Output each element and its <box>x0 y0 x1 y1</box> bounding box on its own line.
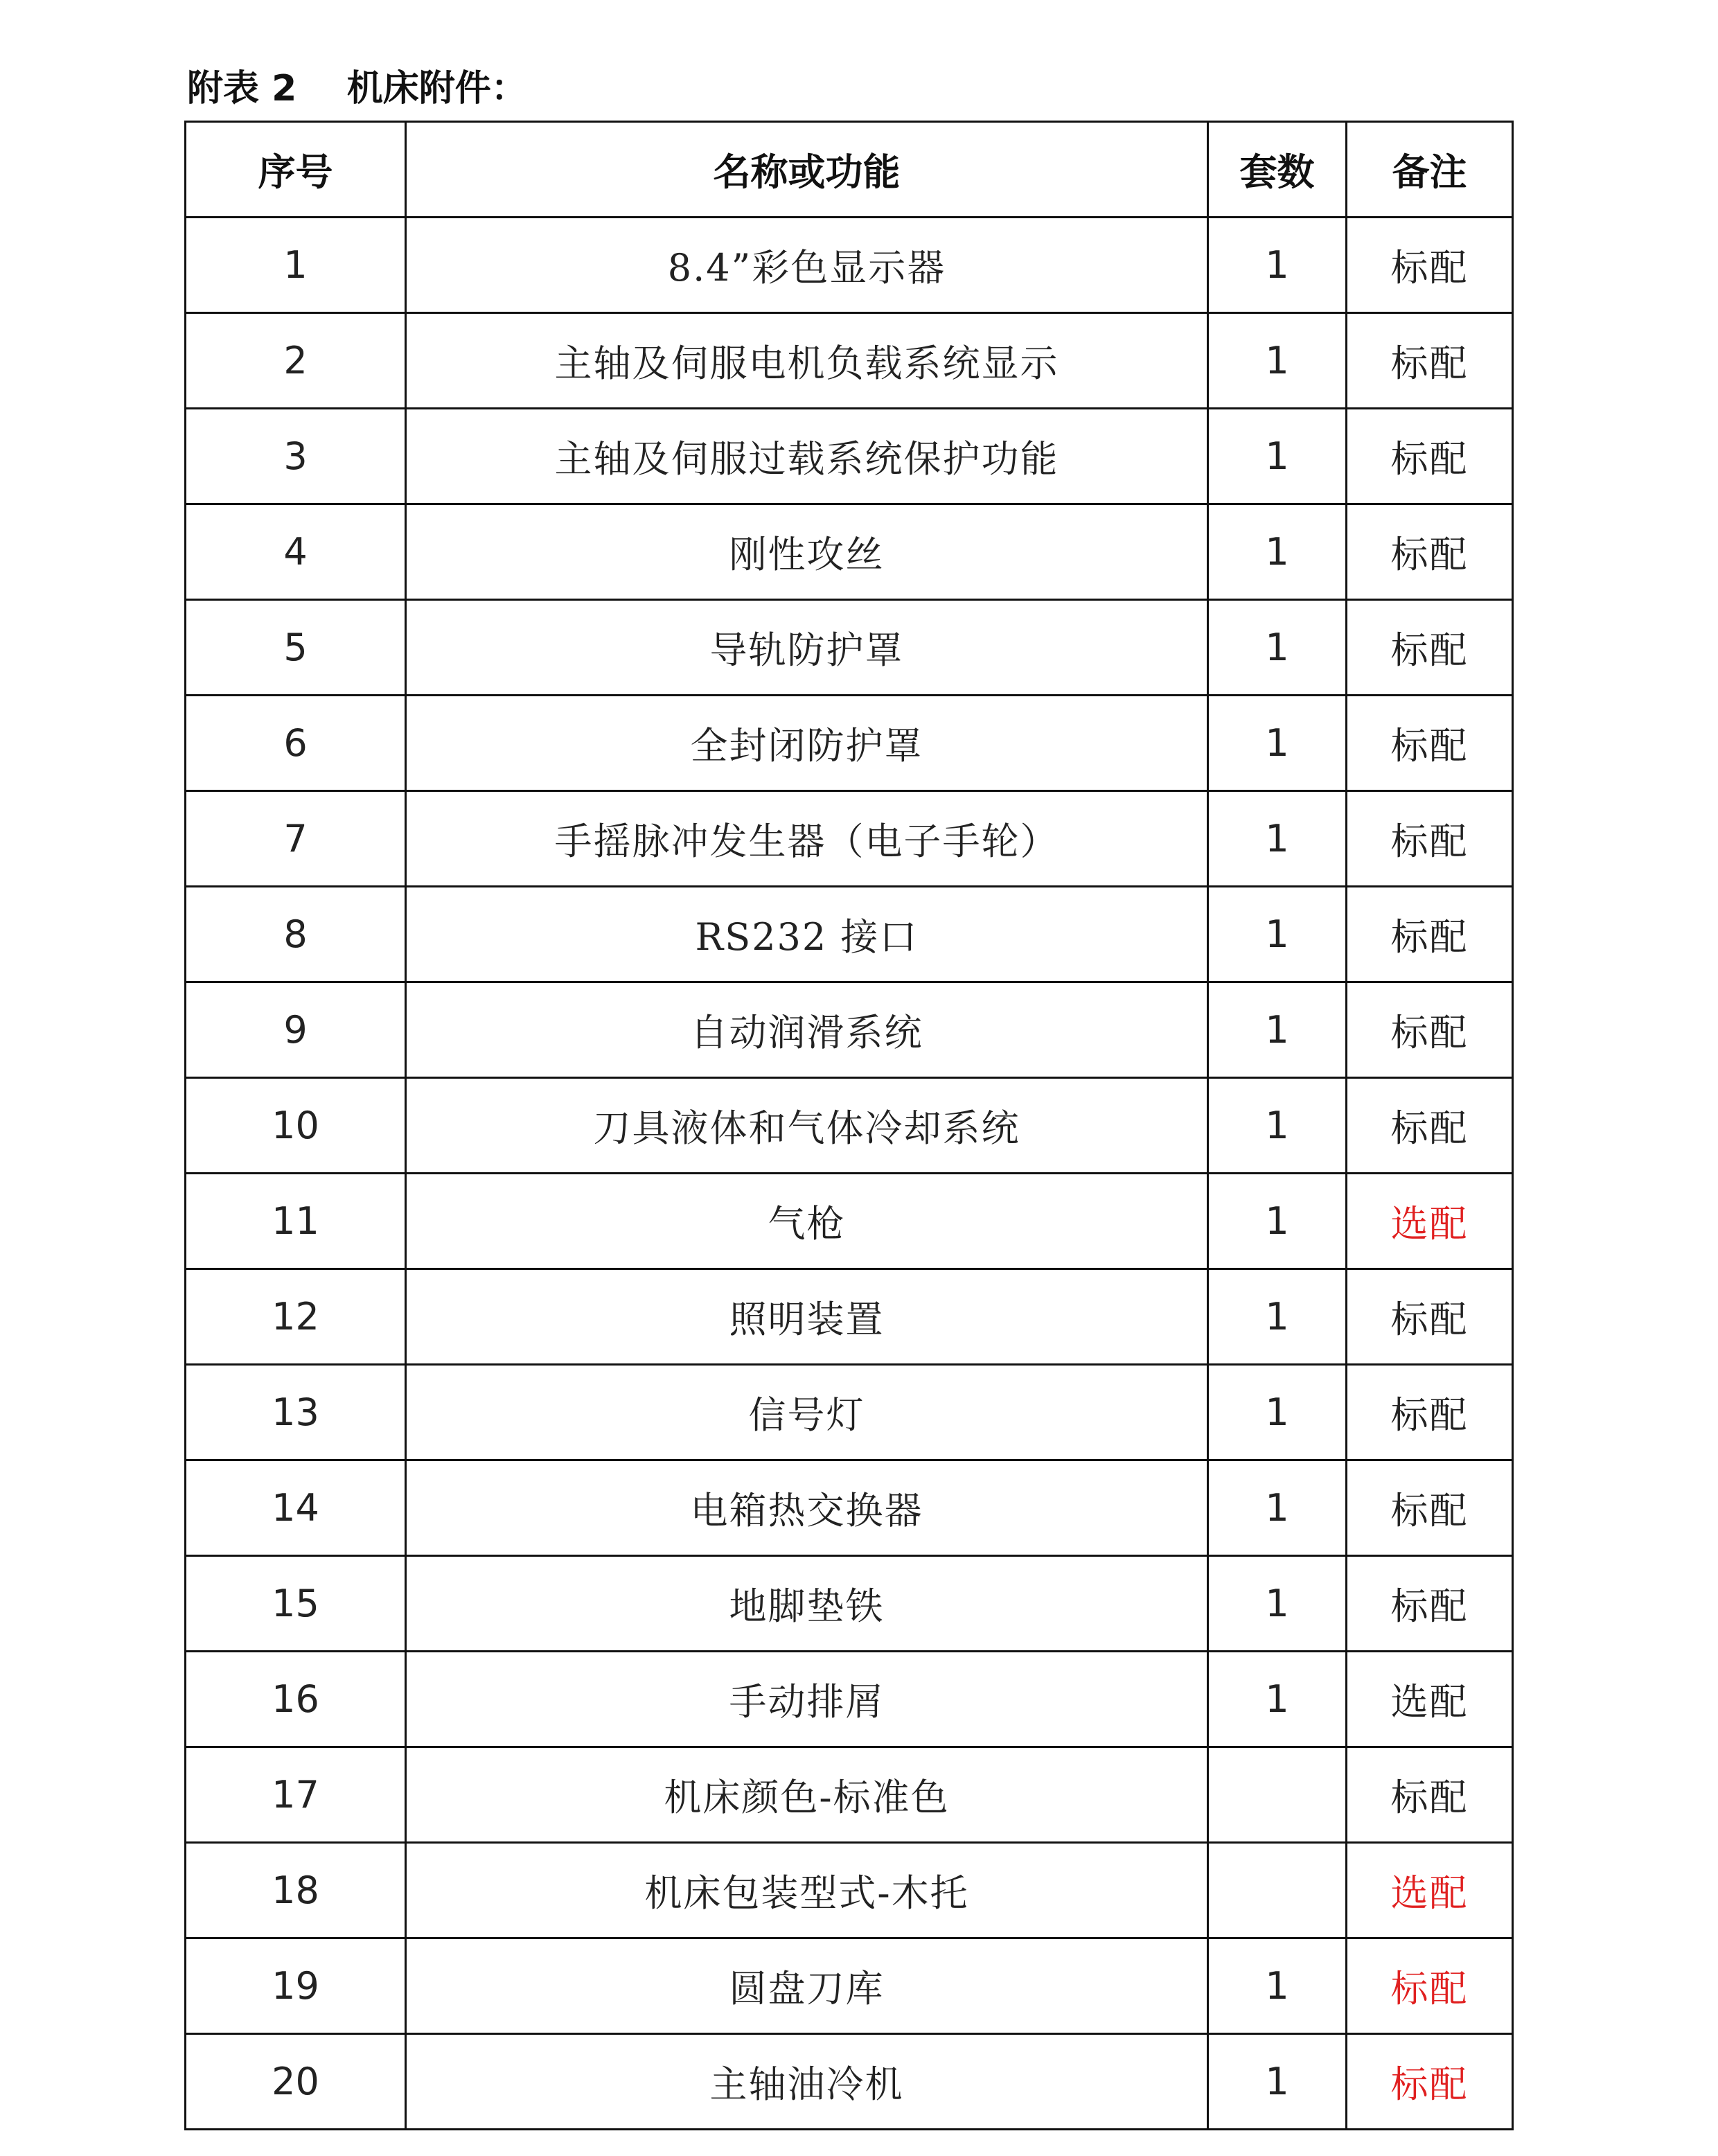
quantity-cell: 1 <box>1208 1938 1347 2034</box>
quantity-cell: 1 <box>1208 1269 1347 1365</box>
table-row <box>186 2034 1513 2130</box>
quantity-cell: 1 <box>1208 1174 1347 1269</box>
remarks-cell: 选配 <box>1347 1174 1513 1269</box>
name-cell: 气枪 <box>406 1174 1208 1269</box>
name-cell: 主轴油冷机 <box>406 2034 1208 2130</box>
name-cell: 主轴及伺服过载系统保护功能 <box>406 409 1208 504</box>
quantity-cell: 1 <box>1208 409 1347 504</box>
name-cell: 信号灯 <box>406 1365 1208 1460</box>
name-cell: 导轨防护罩 <box>406 600 1208 696</box>
accessories-table <box>184 121 1514 2130</box>
header-quantity: 套数 <box>1208 122 1347 218</box>
serial-number-cell: 9 <box>186 982 406 1078</box>
remarks-cell: 标配 <box>1347 1938 1513 2034</box>
remarks-cell: 标配 <box>1347 982 1513 1078</box>
quantity-cell: 1 <box>1208 218 1347 313</box>
name-cell: 手摇脉冲发生器（电子手轮） <box>406 791 1208 887</box>
table-row <box>186 1938 1513 2034</box>
name-cell: 全封闭防护罩 <box>406 696 1208 791</box>
serial-number-cell: 20 <box>186 2034 406 2130</box>
remarks-cell: 选配 <box>1347 1843 1513 1938</box>
remarks-cell: 标配 <box>1347 1269 1513 1365</box>
serial-number-cell: 17 <box>186 1747 406 1843</box>
quantity-cell: 1 <box>1208 600 1347 696</box>
quantity-cell <box>1208 1747 1347 1843</box>
name-cell: 刀具液体和气体冷却系统 <box>406 1078 1208 1174</box>
table-header-row <box>186 122 1513 218</box>
header-name-or-function: 名称或功能 <box>406 122 1208 218</box>
table-row <box>186 1747 1513 1843</box>
name-cell: 刚性攻丝 <box>406 504 1208 600</box>
quantity-cell: 1 <box>1208 2034 1347 2130</box>
remarks-cell: 标配 <box>1347 1078 1513 1174</box>
name-cell: 机床包装型式-木托 <box>406 1843 1208 1938</box>
table-row <box>186 1460 1513 1556</box>
quantity-cell <box>1208 1843 1347 1938</box>
table-row <box>186 313 1513 409</box>
table-row <box>186 1843 1513 1938</box>
table-row <box>186 1365 1513 1460</box>
serial-number-cell: 10 <box>186 1078 406 1174</box>
header-serial-number: 序号 <box>186 122 406 218</box>
serial-number-cell: 8 <box>186 887 406 982</box>
serial-number-cell: 7 <box>186 791 406 887</box>
table-row <box>186 696 1513 791</box>
remarks-cell: 标配 <box>1347 313 1513 409</box>
serial-number-cell: 14 <box>186 1460 406 1556</box>
serial-number-cell: 13 <box>186 1365 406 1460</box>
quantity-cell: 1 <box>1208 696 1347 791</box>
table-row <box>186 982 1513 1078</box>
serial-number-cell: 15 <box>186 1556 406 1652</box>
quantity-cell: 1 <box>1208 1556 1347 1652</box>
name-cell: 手动排屑 <box>406 1652 1208 1747</box>
remarks-cell: 标配 <box>1347 791 1513 887</box>
quantity-cell: 1 <box>1208 313 1347 409</box>
table-body <box>186 218 1513 2130</box>
serial-number-cell: 2 <box>186 313 406 409</box>
table-row <box>186 1652 1513 1747</box>
quantity-cell: 1 <box>1208 504 1347 600</box>
remarks-cell: 标配 <box>1347 1747 1513 1843</box>
remarks-cell: 标配 <box>1347 1365 1513 1460</box>
serial-number-cell: 1 <box>186 218 406 313</box>
remarks-cell: 标配 <box>1347 218 1513 313</box>
quantity-cell: 1 <box>1208 1460 1347 1556</box>
remarks-cell: 标配 <box>1347 504 1513 600</box>
serial-number-cell: 3 <box>186 409 406 504</box>
table-row <box>186 1174 1513 1269</box>
quantity-cell: 1 <box>1208 1365 1347 1460</box>
serial-number-cell: 18 <box>186 1843 406 1938</box>
name-cell: 电箱热交换器 <box>406 1460 1208 1556</box>
remarks-cell: 标配 <box>1347 600 1513 696</box>
name-cell: 机床颜色-标准色 <box>406 1747 1208 1843</box>
remarks-cell: 选配 <box>1347 1652 1513 1747</box>
name-cell: RS232 接口 <box>406 887 1208 982</box>
table-row <box>186 791 1513 887</box>
table-row <box>186 218 1513 313</box>
name-cell: 圆盘刀库 <box>406 1938 1208 2034</box>
name-cell: 8.4”彩色显示器 <box>406 218 1208 313</box>
serial-number-cell: 5 <box>186 600 406 696</box>
table-row <box>186 1269 1513 1365</box>
serial-number-cell: 4 <box>186 504 406 600</box>
remarks-cell: 标配 <box>1347 887 1513 982</box>
remarks-cell: 标配 <box>1347 696 1513 791</box>
name-cell: 照明装置 <box>406 1269 1208 1365</box>
table-row <box>186 409 1513 504</box>
serial-number-cell: 6 <box>186 696 406 791</box>
table-row <box>186 1078 1513 1174</box>
table-caption: 附表 2 机床附件： <box>187 68 527 109</box>
serial-number-cell: 16 <box>186 1652 406 1747</box>
name-cell: 地脚垫铁 <box>406 1556 1208 1652</box>
name-cell: 自动润滑系统 <box>406 982 1208 1078</box>
quantity-cell: 1 <box>1208 887 1347 982</box>
quantity-cell: 1 <box>1208 982 1347 1078</box>
remarks-cell: 标配 <box>1347 2034 1513 2130</box>
remarks-cell: 标配 <box>1347 1556 1513 1652</box>
table-row <box>186 600 1513 696</box>
name-cell: 主轴及伺服电机负载系统显示 <box>406 313 1208 409</box>
table-row <box>186 1556 1513 1652</box>
quantity-cell: 1 <box>1208 1078 1347 1174</box>
remarks-cell: 标配 <box>1347 409 1513 504</box>
quantity-cell: 1 <box>1208 1652 1347 1747</box>
serial-number-cell: 11 <box>186 1174 406 1269</box>
serial-number-cell: 19 <box>186 1938 406 2034</box>
remarks-cell: 标配 <box>1347 1460 1513 1556</box>
header-remarks: 备注 <box>1347 122 1513 218</box>
serial-number-cell: 12 <box>186 1269 406 1365</box>
quantity-cell: 1 <box>1208 791 1347 887</box>
table-row <box>186 887 1513 982</box>
table-row <box>186 504 1513 600</box>
